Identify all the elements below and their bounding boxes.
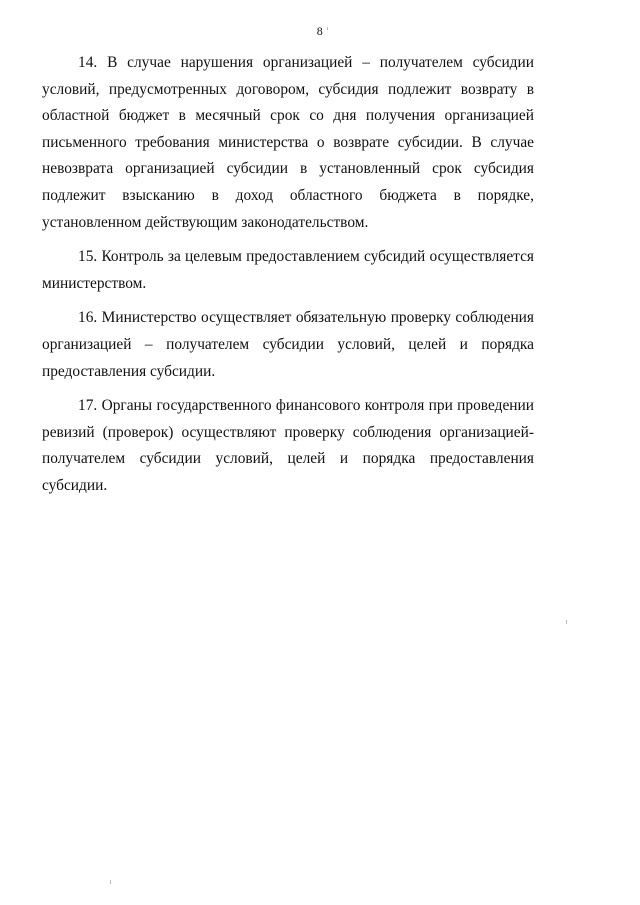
scan-mark [110, 880, 111, 884]
paragraph-17: 17. Органы государственного финансового контроля при проведении ревизий (проверок) осуществляют проверку соблюдения организацией-получателем субсидии условий, целей и порядка предоставления субсидии. [42, 397, 534, 494]
paragraph-16: 16. Министерство осуществляет обязательную проверку соблюдения организацией – получателем субсидии условий, целей и порядка предоставления субсидии. [42, 309, 534, 380]
document-body [42, 50, 534, 508]
scan-mark [327, 27, 328, 30]
paragraph-15: 15. Контроль за целевым предоставлением субсидий осуществляется министерством. [42, 248, 534, 292]
page-number: 8 [316, 24, 324, 38]
paragraph-14: 14. В случае нарушения организацией – получателем субсидии условий, предусмотренных договором, субсидия подлежит возврату в областной бюджет в месячный срок со дня получения организацией письменного требования министерства о возврате субсидии. В случае невозврата организацией субсидии в установленный срок субсидия подлежит взысканию в доход областного бюджета в порядке, установленном действующим законодательством. [42, 54, 534, 231]
scan-mark [566, 620, 567, 624]
